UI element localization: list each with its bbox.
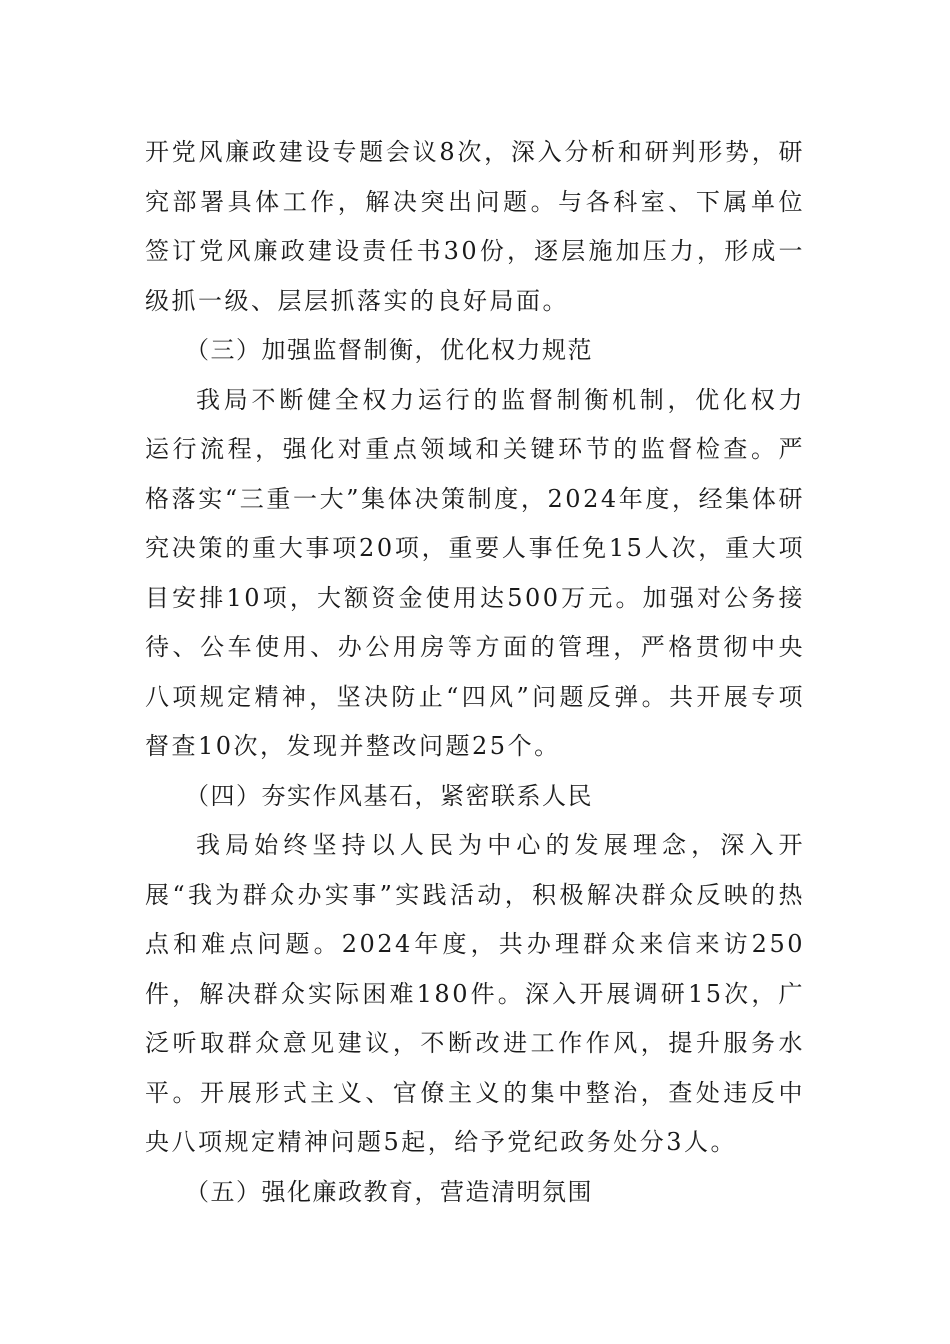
paragraph-section-4: 我局始终坚持以人民为中心的发展理念，深入开展“我为群众办实事”实践活动，积极解决群众反映的热点和难点问题。2024年度，共办理群众来信来访250件，解决群众实际困难180件。深入开展调研15次，广泛听取群众意见建议，不断改进工作作风，提升服务水平。开展形式主义、官僚主义的集中整治，查处违反中央八项规定精神问题5起，给予党纪政务处分3人。 xyxy=(145,831,805,1156)
section-heading-4: （四）夯实作风基石，紧密联系人民 xyxy=(185,781,593,810)
paragraph-continued: 开党风廉政建设专题会议8次，深入分析和研判形势，研究部署具体工作，解决突出问题。与各科室、下属单位签订党风廉政建设责任书30份，逐层施加压力，形成一级抓一级、层层抓落实的良好局面。 xyxy=(145,138,805,315)
paragraph-section-3: 我局不断健全权力运行的监督制衡机制，优化权力运行流程，强化对重点领域和关键环节的监督检查。严格落实“三重一大”集体决策制度，2024年度，经集体研究决策的重大事项20项，重要人事任免15人次，重大项目安排10项，大额资金使用达500万元。加强对公务接待、公车使用、办公用房等方面的管理，严格贯彻中央八项规定精神，坚决防止“四风”问题反弹。共开展专项督查10次，发现并整改问题25个。 xyxy=(145,385,805,760)
document-page xyxy=(145,128,805,1217)
section-heading-5: （五）强化廉政教育，营造清明氛围 xyxy=(185,1177,593,1206)
section-heading-3: （三）加强监督制衡，优化权力规范 xyxy=(185,336,593,364)
